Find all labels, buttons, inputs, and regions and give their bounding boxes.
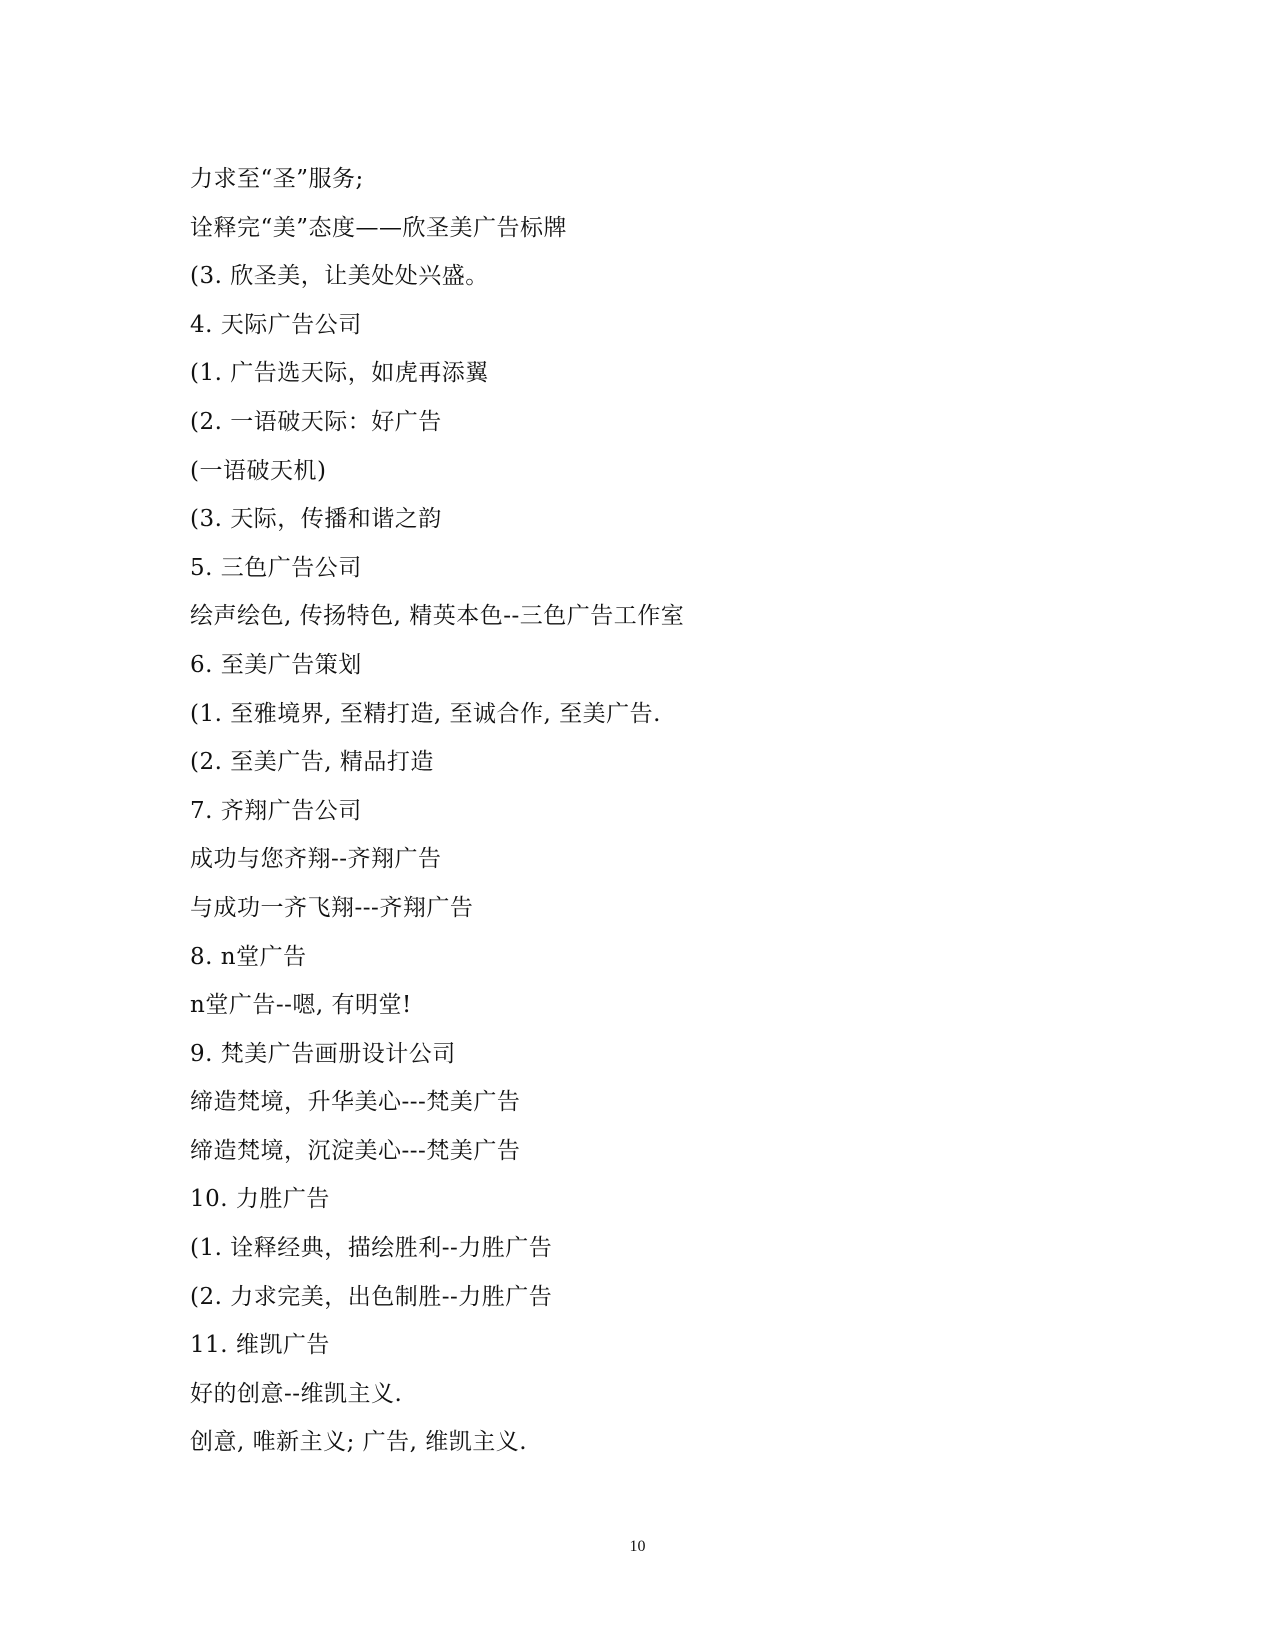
text-line: 创意, 唯新主义; 广告, 维凯主义. [190, 1429, 528, 1456]
document-body [190, 155, 1090, 1467]
text-line: 诠释完“美”态度——欣圣美广告标牌 [190, 214, 568, 241]
text-line: (2. 至美广告, 精品打造 [190, 749, 434, 776]
text-line: 缔造梵境，升华美心---梵美广告 [190, 1089, 521, 1116]
text-line: (1. 广告选天际，如虎再添翼 [190, 360, 489, 387]
text-line: (2. 一语破天际：好广告 [190, 408, 442, 435]
text-line: (1. 诠释经典，描绘胜利--力胜广告 [190, 1235, 553, 1262]
text-line: n堂广告--嗯, 有明堂! [190, 992, 412, 1019]
section-heading: 11. 维凯广告 [190, 1332, 330, 1359]
section-heading: 7. 齐翔广告公司 [190, 797, 362, 824]
section-heading: 10. 力胜广告 [190, 1186, 330, 1213]
section-heading: 5. 三色广告公司 [190, 554, 362, 581]
section-heading: 4. 天际广告公司 [190, 311, 362, 338]
text-line: 缔造梵境，沉淀美心---梵美广告 [190, 1137, 521, 1164]
section-heading: 6. 至美广告策划 [190, 651, 362, 678]
text-line: 力求至“圣”服务; [190, 166, 364, 192]
section-heading: 9. 梵美广告画册设计公司 [190, 1040, 456, 1067]
text-line: 与成功一齐飞翔---齐翔广告 [190, 894, 474, 921]
text-line: (3. 天际，传播和谐之韵 [190, 506, 442, 533]
text-line: (一语破天机) [190, 457, 327, 484]
text-line: (1. 至雅境界, 至精打造, 至诚合作, 至美广告. [190, 700, 661, 727]
text-line: (3. 欣圣美，让美处处兴盛。 [190, 263, 489, 290]
text-line: 绘声绘色, 传扬特色, 精英本色--三色广告工作室 [190, 603, 685, 630]
text-line: (2. 力求完美，出色制胜--力胜广告 [190, 1283, 553, 1310]
section-heading: 8. n堂广告 [190, 943, 307, 970]
text-line: 好的创意--维凯主义. [190, 1380, 403, 1407]
text-line: 成功与您齐翔--齐翔广告 [190, 846, 442, 873]
page-number: 10 [629, 1538, 646, 1555]
